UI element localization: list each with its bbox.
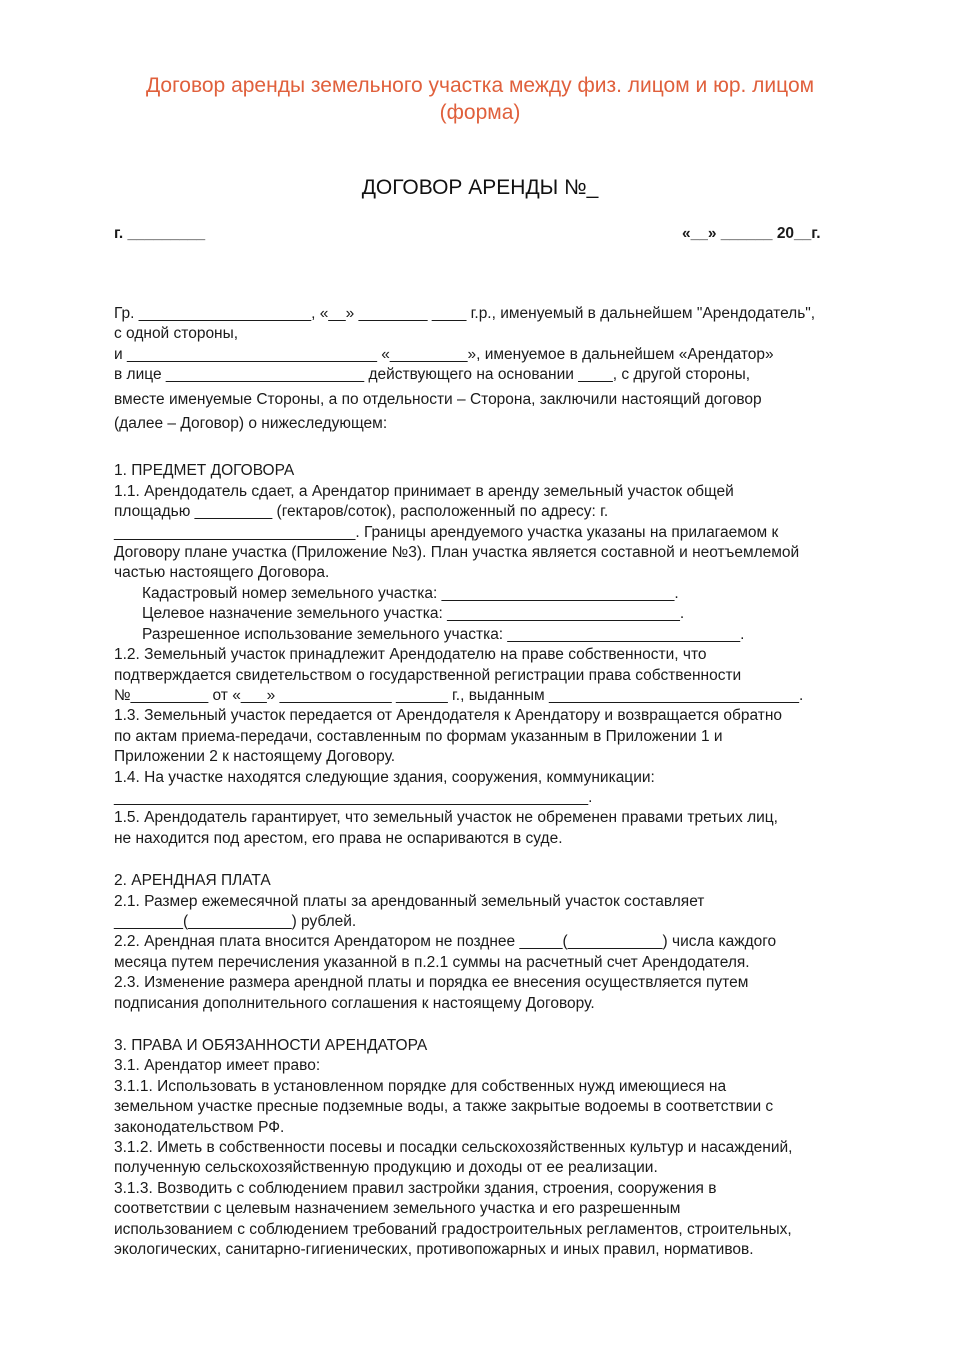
intro-line: (далее – Договор) о нижеследующем: [114, 415, 388, 433]
section-3-line: 3.1.1. Использовать в установленном порядке для собственных нужд имеющиеся на [114, 1077, 727, 1095]
section-1-line: ____________________________. Границы арендуемого участка указаны на прилагаемом к [114, 523, 779, 541]
document-title-line-1: Договор аренды земельного участка между физ. лицом и юр. лицом [145, 74, 815, 97]
section-1-line: 1.3. Земельный участок передается от Арендодателя к Арендатору и возвращается обратно [114, 707, 783, 725]
section-3-line: 3.1.3. Возводить с соблюдением правил застройки здания, строения, сооружения в [114, 1179, 717, 1197]
section-1-line: №_________ от «___» _____________ ______ г., выданным _____________________________. [114, 686, 804, 704]
section-3-line: соответствии с целевым назначением земельного участка и его разрешенным [114, 1200, 681, 1218]
contract-heading: ДОГОВОР АРЕНДЫ №_ [361, 176, 599, 199]
section-1-line: 1.2. Земельный участок принадлежит Арендодателю на праве собственности, что [114, 646, 707, 664]
section-1-line: 1.4. На участке находятся следующие здания, сооружения, коммуникации: [114, 768, 655, 786]
document-title [0, 72, 960, 126]
section-2-line: 2.1. Размер ежемесячной платы за арендованный земельный участок составляет [114, 892, 705, 910]
section-3-line: земельном участке пресные подземные воды, а также закрытые водоемы в соответствии с [114, 1098, 774, 1116]
city-field: г. _________ [114, 225, 206, 242]
section-1-line: частью настоящего Договора. [114, 564, 330, 582]
section-2-line: 2.2. Арендная плата вносится Арендатором не позднее _____(___________) числа каждого [114, 933, 777, 951]
contract-body [114, 304, 892, 1260]
intro-line: вместе именуемые Стороны, а по отдельности – Сторона, заключили настоящий договор [114, 390, 762, 408]
section-1-line: подтверждается свидетельством о государственной регистрации права собственности [114, 666, 742, 684]
section-3-line: экологических, санитарно-гигиенических, противопожарных и иных правил, нормативов. [114, 1241, 754, 1259]
intro-line: с одной стороны, [114, 325, 239, 343]
section-1-line: 1.5. Арендодатель гарантирует, что земельный участок не обременен правами третьих лиц, [114, 809, 778, 827]
section-1-line: площадью _________ (гектаров/соток), расположенный по адресу: г. [114, 503, 609, 521]
section-1-title: 1. ПРЕДМЕТ ДОГОВОРА [114, 462, 295, 480]
section-3-line: 3.1. Арендатор имеет право: [114, 1057, 321, 1075]
section-1-line: не находится под арестом, его права не оспариваются в суде. [114, 829, 563, 847]
section-1-line: Приложении 2 к настоящему Договору. [114, 748, 396, 766]
section-1-line: 1.1. Арендодатель сдает, а Арендатор принимает в аренду земельный участок общей [114, 482, 734, 500]
permitted-use-line: Разрешенное использование земельного участка: ___________________________. [142, 625, 745, 643]
purpose-line: Целевое назначение земельного участка: ___________________________. [142, 605, 685, 623]
section-1-line: _______________________________________________________. [114, 788, 593, 806]
section-3-line: 3.1.2. Иметь в собственности посевы и посадки сельскохозяйственных культур и насаждений, [114, 1139, 793, 1157]
section-3-line: использованием с соблюдением требований градостроительных регламентов, строительных, [114, 1220, 792, 1238]
cadastral-number-line: Кадастровый номер земельного участка: ___________________________. [142, 584, 679, 602]
intro-line: в лице _______________________ действующего на основании ____, с другой стороны, [114, 366, 751, 384]
intro-line: Гр. ____________________, «__» ________ ____ г.р., именуемый в дальнейшем "Арендодатель", [114, 305, 816, 322]
section-2-line: подписания дополнительного соглашения к настоящему Договору. [114, 994, 595, 1012]
document-title-line-2: (форма) [439, 101, 521, 124]
section-2-line: ________(____________) рублей. [114, 912, 357, 930]
section-2-line: 2.3. Изменение размера арендной платы и порядка ее внесения осуществляется путем [114, 974, 749, 992]
section-3-line: полученную сельскохозяйственную продукцию и доходы от ее реализации. [114, 1159, 658, 1177]
section-3-line: законодательством РФ. [114, 1118, 285, 1136]
section-1-line: по актам приема-передачи, составленным по формам указанным в Приложении 1 и [114, 727, 723, 745]
section-1-line: Договору плане участка (Приложение №3). План участка является составной и неотъемлемой [114, 544, 800, 562]
section-2-line: месяца путем перечисления указанной в п.2.1 суммы на расчетный счет Арендодателя. [114, 953, 750, 971]
section-2-title: 2. АРЕНДНАЯ ПЛАТА [114, 872, 271, 890]
intro-line: и _____________________________ «_________», именуемое в дальнейшем «Арендатор» [114, 345, 774, 363]
section-3-title: 3. ПРАВА И ОБЯЗАННОСТИ АРЕНДАТОРА [114, 1037, 428, 1054]
date-field: «__» ______ 20__г. [682, 225, 821, 242]
